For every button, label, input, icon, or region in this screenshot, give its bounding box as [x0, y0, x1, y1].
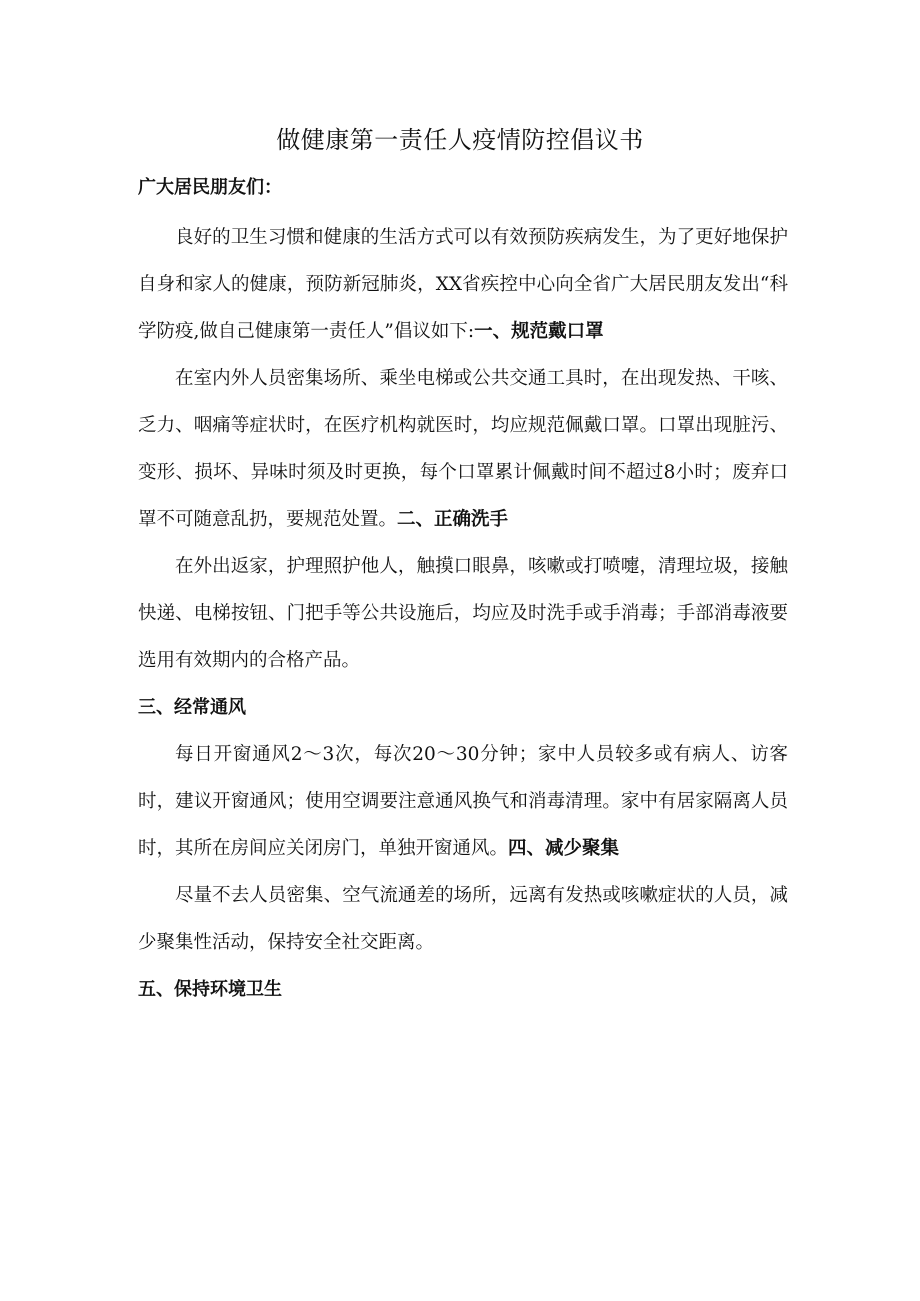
document-title: 做健康第一责任人疫情防控倡议书 — [276, 126, 644, 154]
paragraph-text: 尽量不去人员密集、空气流通差的场所，远离有发热或咳嗽症状的人员，减少聚集性活动，保持安全社交距离。 — [138, 885, 788, 953]
paragraph-text: 在室内外人员密集场所、乘坐电梯或公共交通工具时，在出现发热、干咳、乏力、咽痛等症状时，在医疗机构就医时，均应规范佩戴口罩。口罩出现脏污、变形、损坏、异味时须及时更换，每个口罩累计佩戴时间不超过8小时；废弃口罩不可随意乱扔，要规范处置。 — [138, 368, 788, 530]
paragraph-intro — [138, 214, 788, 355]
paragraph-text: 良好的卫生习惯和健康的生活方式可以有效预防疾病发生，为了更好地保护自身和家人的健康，预防新冠肺炎，XX省疾控中心向全省广大居民朋友发出“科学防疫,做自己健康第一责任人”倡议如下: — [138, 227, 788, 342]
paragraph-handwashing — [138, 543, 788, 684]
paragraph-text: 每日开窗通风2～3次，每次20～30分钟；家中人员较多或有病人、访客时，建议开窗通风；使用空调要注意通风换气和消毒清理。家中有居家隔离人员时，其所在房间应关闭房门，单独开窗通风。 — [138, 744, 788, 859]
section-heading-handwashing: 二、正确洗手 — [397, 509, 509, 530]
section-heading-hygiene: 五、保持环境卫生 — [138, 979, 282, 1000]
paragraph-masks — [138, 355, 788, 543]
paragraph-gathering — [138, 872, 788, 966]
section-heading-ventilation: 三、经常通风 — [138, 697, 246, 718]
section-heading-masks: 一、规范戴口罩 — [474, 321, 604, 342]
salutation: 广大居民朋友们： — [138, 177, 282, 198]
paragraph-ventilation — [138, 731, 788, 872]
document-body — [138, 170, 788, 1013]
paragraph-text: 在外出返家，护理照护他人，触摸口眼鼻，咳嗽或打喷嚏，清理垃圾，接触快递、电梯按钮、门把手等公共设施后，均应及时洗手或手消毒；手部消毒液要选用有效期内的合格产品。 — [138, 556, 788, 671]
section-heading-gathering: 四、减少聚集 — [508, 838, 620, 859]
